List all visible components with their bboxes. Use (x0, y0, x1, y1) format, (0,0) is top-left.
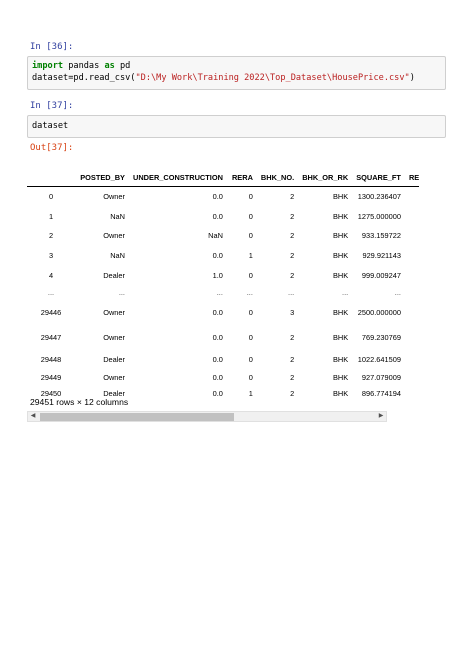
table-row-ellipsis (27, 285, 419, 300)
cell-bhk-or-rk: BHK (332, 231, 349, 241)
column-header-posted-by: POSTED_BY (75, 168, 129, 187)
column-header-index (27, 168, 75, 187)
table-row (27, 207, 419, 227)
cell-posted-by: Dealer (103, 355, 125, 365)
table-row (27, 350, 419, 370)
cell-under-construction: 0.0 (212, 389, 223, 399)
cell-rera: 0 (248, 192, 253, 202)
cell-under-construction: 1.0 (212, 270, 223, 280)
cell-under-construction: 0.0 (212, 332, 223, 342)
cell-prompt-out-37: Out[37]: (30, 143, 74, 153)
column-header-bhk-no: BHK_NO. (257, 168, 298, 187)
cell-bhk-no: 3 (290, 307, 295, 317)
cell-prompt-in-36: In [36]: (30, 42, 74, 52)
cell-posted-by: Owner (103, 192, 125, 202)
cell-under-construction: ... (216, 287, 223, 297)
row-index: 29447 (40, 332, 62, 342)
cell-rera: ... (246, 287, 253, 297)
cell-bhk-or-rk: BHK (332, 389, 349, 399)
column-header-bhk-or-rk: BHK_OR_RK (298, 168, 352, 187)
cell-rera: 0 (248, 332, 253, 342)
cell-under-construction: 0.0 (212, 211, 223, 221)
cell-truncated (405, 285, 419, 300)
cell-bhk-or-rk: BHK (332, 307, 349, 317)
cell-rera: 0 (248, 373, 253, 383)
table-row (27, 246, 419, 266)
cell-truncated (405, 226, 419, 246)
cell-under-construction: 0.0 (212, 373, 223, 383)
code-cell-import[interactable] (27, 56, 446, 90)
table-row (27, 187, 419, 207)
row-index: 0 (48, 192, 54, 202)
cell-bhk-or-rk: BHK (332, 355, 349, 365)
cell-truncated (405, 300, 419, 325)
cell-rera: 1 (248, 389, 253, 399)
table-row (27, 300, 419, 325)
cell-posted-by: Dealer (103, 270, 125, 280)
cell-truncated (405, 386, 419, 402)
row-index: 3 (48, 251, 54, 261)
row-index: 29446 (40, 307, 62, 317)
column-header-under-construction: UNDER_CONSTRUCTION (129, 168, 227, 187)
cell-bhk-or-rk: BHK (332, 373, 349, 383)
cell-under-construction: 0.0 (212, 307, 223, 317)
cell-bhk-no: 2 (290, 389, 295, 399)
cell-truncated (405, 207, 419, 227)
horizontal-scrollbar[interactable] (27, 411, 387, 422)
cell-posted-by: Dealer (103, 389, 125, 399)
code-text: ) (409, 73, 415, 83)
cell-square-ft: ... (394, 287, 401, 297)
cell-bhk-no: 2 (290, 373, 295, 383)
cell-bhk-no: 2 (290, 355, 295, 365)
table-row (27, 370, 419, 386)
cell-bhk-or-rk: BHK (332, 270, 349, 280)
column-header-square-ft: SQUARE_FT (352, 168, 405, 187)
row-index: 29448 (40, 355, 62, 365)
cell-truncated (405, 370, 419, 386)
code-string-path: "D:\My Work\Training 2022\Top_Dataset\HousePrice.csv" (135, 73, 410, 83)
cell-posted-by: Owner (103, 307, 125, 317)
cell-bhk-no: 2 (290, 192, 295, 202)
cell-square-ft: 1022.641509 (357, 355, 401, 365)
code-text: dataset (32, 121, 69, 131)
cell-rera: 0 (248, 211, 253, 221)
dataframe-table (27, 168, 419, 402)
keyword-as: as (104, 61, 115, 71)
triangle-left-icon[interactable]: ◀ (30, 413, 36, 419)
column-header-truncated: RE (405, 168, 419, 187)
cell-under-construction: NaN (208, 231, 223, 241)
cell-square-ft: 933.159722 (361, 231, 401, 241)
cell-rera: 0 (248, 307, 253, 317)
cell-bhk-no: 2 (290, 251, 295, 261)
scrollbar-thumb[interactable] (40, 413, 234, 421)
cell-truncated (405, 350, 419, 370)
code-text: pandas (63, 61, 105, 71)
cell-square-ft: 999.009247 (361, 270, 401, 280)
cell-square-ft: 1275.000000 (357, 211, 401, 221)
cell-bhk-or-rk: BHK (332, 211, 349, 221)
cell-bhk-or-rk: BHK (332, 192, 349, 202)
cell-square-ft: 2500.000000 (357, 307, 401, 317)
cell-posted-by: ... (118, 287, 125, 297)
cell-bhk-or-rk: BHK (332, 251, 349, 261)
cell-bhk-no: 2 (290, 270, 295, 280)
cell-square-ft: 927.079009 (361, 373, 401, 383)
row-index: 29450 (40, 389, 62, 399)
cell-under-construction: 0.0 (212, 192, 223, 202)
cell-bhk-or-rk: ... (342, 287, 349, 297)
cell-rera: 1 (248, 251, 253, 261)
dataframe-shape-summary: 29451 rows × 12 columns (30, 397, 129, 407)
cell-rera: 0 (248, 270, 253, 280)
cell-bhk-no: 2 (290, 231, 295, 241)
cell-rera: 0 (248, 355, 253, 365)
cell-bhk-or-rk: BHK (332, 332, 349, 342)
row-index: 29449 (40, 373, 62, 383)
cell-under-construction: 0.0 (212, 355, 223, 365)
cell-posted-by: Owner (103, 231, 125, 241)
triangle-right-icon[interactable]: ▶ (378, 413, 384, 419)
cell-rera: 0 (248, 231, 253, 241)
cell-truncated (405, 246, 419, 266)
cell-posted-by: NaN (110, 251, 125, 261)
keyword-import: import (32, 61, 64, 71)
cell-square-ft: 896.774194 (361, 389, 401, 399)
cell-posted-by: NaN (110, 211, 125, 221)
row-index: 1 (48, 211, 54, 221)
table-row (27, 226, 419, 246)
row-index: 4 (48, 270, 54, 280)
cell-square-ft: 1300.236407 (357, 192, 401, 202)
cell-square-ft: 769.230769 (361, 332, 401, 342)
cell-posted-by: Owner (103, 373, 125, 383)
code-text: pd (114, 61, 131, 71)
table-row (27, 265, 419, 285)
row-index: ... (47, 287, 55, 297)
row-index: 2 (48, 231, 54, 241)
cell-bhk-no: 2 (290, 211, 295, 221)
cell-truncated (405, 325, 419, 350)
code-text: dataset=pd.read_csv( (32, 73, 136, 83)
table-row (27, 325, 419, 350)
cell-bhk-no: 2 (290, 332, 295, 342)
table-header-row (27, 168, 419, 187)
cell-bhk-no: ... (288, 287, 295, 297)
column-header-rera: RERA (227, 168, 257, 187)
cell-square-ft: 929.921143 (362, 251, 401, 261)
code-cell-dataset[interactable] (27, 115, 446, 138)
cell-truncated (405, 187, 419, 207)
cell-prompt-in-37: In [37]: (30, 101, 74, 111)
cell-truncated (405, 265, 419, 285)
cell-posted-by: Owner (103, 332, 125, 342)
cell-under-construction: 0.0 (212, 251, 223, 261)
